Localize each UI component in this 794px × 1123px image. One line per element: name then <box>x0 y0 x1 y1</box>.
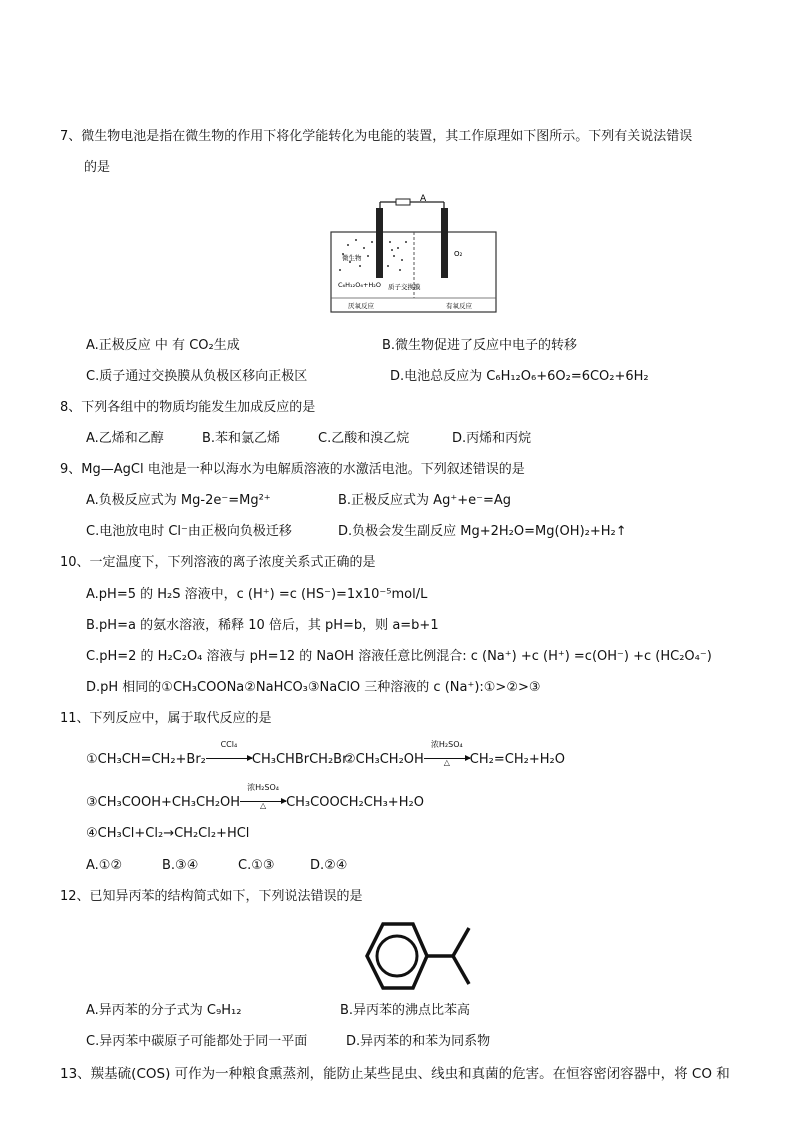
r2-products: CH₂=CH₂+H₂O <box>469 752 565 767</box>
r3-arrow <box>240 783 286 812</box>
microbial-cell-diagram <box>328 190 498 315</box>
q9-option-d[interactable]: D.负极会发生副反应 Mg+2H₂O=Mg(OH)₂+H₂↑ <box>338 524 627 539</box>
q8-option-d[interactable]: D.丙烯和丙烷 <box>452 431 532 446</box>
q7-stem-line1: 7、微生物电池是指在微生物的作用下将化学能转化为电能的装置，其工作原理如下图所示。下列有关说法错误 <box>60 129 693 144</box>
q11-option-c[interactable]: C.①③ <box>238 858 275 873</box>
ammeter-label: A <box>420 194 427 204</box>
q11-reaction-3 <box>86 783 424 812</box>
q7-option-c[interactable]: C.质子通过交换膜从负极区移向正极区 <box>86 369 308 384</box>
q10-stem: 10、一定温度下，下列溶液的离子浓度关系式正确的是 <box>60 555 376 570</box>
q12-option-b[interactable]: B.异丙苯的沸点比苯高 <box>340 1003 471 1018</box>
aerobic-label: 有氧反应 <box>446 302 472 310</box>
q8-option-a[interactable]: A.乙烯和乙醇 <box>86 431 164 446</box>
q10-option-a[interactable]: A.pH=5 的 H₂S 溶液中，c (H⁺) =c (HS⁻)=1x10⁻⁵mol/L <box>86 587 428 602</box>
q10-option-c[interactable]: C.pH=2 的 H₂C₂O₄ 溶液与 pH=12 的 NaOH 溶液任意比例混合: c (Na⁺) +c (H⁺) =c(OH⁻) +c (HC₂O₄⁻) <box>86 649 712 664</box>
r3-condition: 浓H₂SO₄ <box>247 783 279 792</box>
anaerobic-label: 厌氧反应 <box>348 302 374 310</box>
q10-option-d[interactable]: D.pH 相同的①CH₃COONa②NaHCO₃③NaClO 三种溶液的 c (Na⁺):①>②>③ <box>86 680 541 695</box>
microbe-label: 微生物 <box>342 254 362 262</box>
r1-reactants: ①CH₃CH=CH₂+Br₂ <box>86 752 206 767</box>
q11-option-b[interactable]: B.③④ <box>162 858 199 873</box>
r3-reactants: ③CH₃COOH+CH₃CH₂OH <box>86 795 241 810</box>
r2-reactants: ②CH₃CH₂OH <box>344 752 424 767</box>
q8-option-b[interactable]: B.苯和氯乙烯 <box>202 431 281 446</box>
q13-stem: 13、羰基硫(COS) 可作为一种粮食熏蒸剂，能防止某些昆虫、线虫和真菌的危害。在恒容密闭容器中，将 CO 和 <box>60 1066 730 1082</box>
membrane-label: 质子交换膜 <box>388 283 421 291</box>
r1-condition: CCl₄ <box>220 740 238 749</box>
q9-option-a[interactable]: A.负极反应式为 Mg-2e⁻=Mg²⁺ <box>86 493 271 508</box>
q11-reaction-1 <box>86 740 348 769</box>
q12-option-a[interactable]: A.异丙苯的分子式为 C₉H₁₂ <box>86 1003 242 1018</box>
q7-option-d[interactable]: D.电池总反应为 C₆H₁₂O₆+6O₂=6CO₂+6H₂ <box>390 369 649 384</box>
q10-option-b[interactable]: B.pH=a 的氨水溶液，稀释 10 倍后，其 pH=b，则 a=b+1 <box>86 618 439 633</box>
oxygen-label: O₂ <box>454 250 463 258</box>
q7-option-b[interactable]: B.微生物促进了反应中电子的转移 <box>382 338 578 353</box>
q11-reaction-4: ④CH₃Cl+Cl₂→CH₂Cl₂+HCl <box>86 826 250 841</box>
q8-stem: 8、下列各组中的物质均能发生加成反应的是 <box>60 400 316 415</box>
q12-stem: 12、已知异丙苯的结构简式如下，下列说法错误的是 <box>60 889 363 904</box>
r2-condition: 浓H₂SO₄ <box>430 740 463 749</box>
q11-stem: 11、下列反应中，属于取代反应的是 <box>60 711 272 726</box>
r2-arrow <box>424 740 470 769</box>
q9-option-b[interactable]: B.正极反应式为 Ag⁺+e⁻=Ag <box>338 493 511 508</box>
glucose-label: C₆H₁₂O₆+H₂O <box>338 281 382 289</box>
q9-stem: 9、Mg—AgCl 电池是一种以海水为电解质溶液的水激活电池。下列叙述错误的是 <box>60 462 525 477</box>
benzene-ring-diagram <box>345 918 475 996</box>
r1-products: CH₃CHBrCH₂Br <box>251 752 348 767</box>
q12-option-c[interactable]: C.异丙苯中碳原子可能都处于同一平面 <box>86 1034 308 1049</box>
q9-option-c[interactable]: C.电池放电时 Cl⁻由正极向负极迁移 <box>86 524 292 539</box>
r2-heat: △ <box>443 758 450 767</box>
isopropylbenzene-structure <box>345 918 475 996</box>
r3-products: CH₃COOCH₂CH₃+H₂O <box>286 795 424 810</box>
r3-heat: △ <box>260 801 267 810</box>
r1-arrow <box>206 740 252 769</box>
q11-option-a[interactable]: A.①② <box>86 858 123 873</box>
q12-option-d[interactable]: D.异丙苯的和苯为同系物 <box>346 1034 491 1049</box>
q11-option-d[interactable]: D.②④ <box>310 858 348 873</box>
microbial-cell-figure <box>328 190 498 315</box>
q11-reaction-2 <box>344 740 565 769</box>
q7-option-a[interactable]: A.正极反应 中 有 CO₂生成 <box>86 338 240 353</box>
q7-stem-line2: 的是 <box>84 160 111 175</box>
q8-option-c[interactable]: C.乙酸和溴乙烷 <box>318 431 410 446</box>
